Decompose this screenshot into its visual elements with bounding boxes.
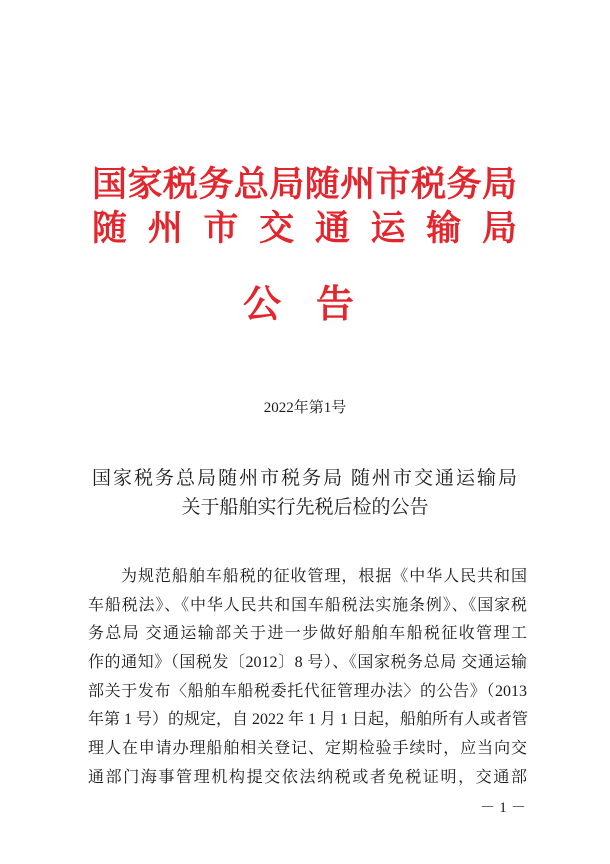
document-number: 2022年第1号 [263, 400, 347, 416]
document-title-line-1: 国家税务总局随州市税务局 随州市交通运输局 [92, 468, 517, 489]
body-line: 通部门海事管理机构提交依法纳税或者免税证明，交通部 [88, 768, 527, 786]
body-line: 务总局 交通运输部关于进一步做好船舶车船税征收管理工 [88, 625, 527, 643]
body-line: 年第 1 号）的规定，自 2022 年 1 月 1 日起，船舶所有人或者管 [88, 711, 529, 729]
body-line: 部关于发布〈船舶车船税委托代征管理办法〉的公告》（2013 [88, 682, 527, 700]
issuer-line-1: 国家税务总局随州市税务局 [92, 165, 517, 204]
body-line: 车船税法》、《中华人民共和国车船税法实施条例》、《国家税 [88, 596, 527, 614]
body-line: 为规范船舶车船税的征收管理，根据《中华人民共和国 [121, 568, 527, 585]
issuer-line-2: 随州市交通运输局 [92, 209, 517, 248]
page-number: － 1 － [480, 800, 526, 816]
document-type: 公告 [243, 284, 354, 326]
body-line: 作的通知》（国税发〔2012〕8 号）、《国家税务总局 交通运输 [88, 654, 527, 672]
document-body [88, 563, 527, 793]
body-line: 理人在申请办理船舶相关登记、定期检验手续时，应当向交 [88, 740, 527, 758]
document-title-line-2: 关于船舶实行先税后检的公告 [181, 497, 429, 518]
